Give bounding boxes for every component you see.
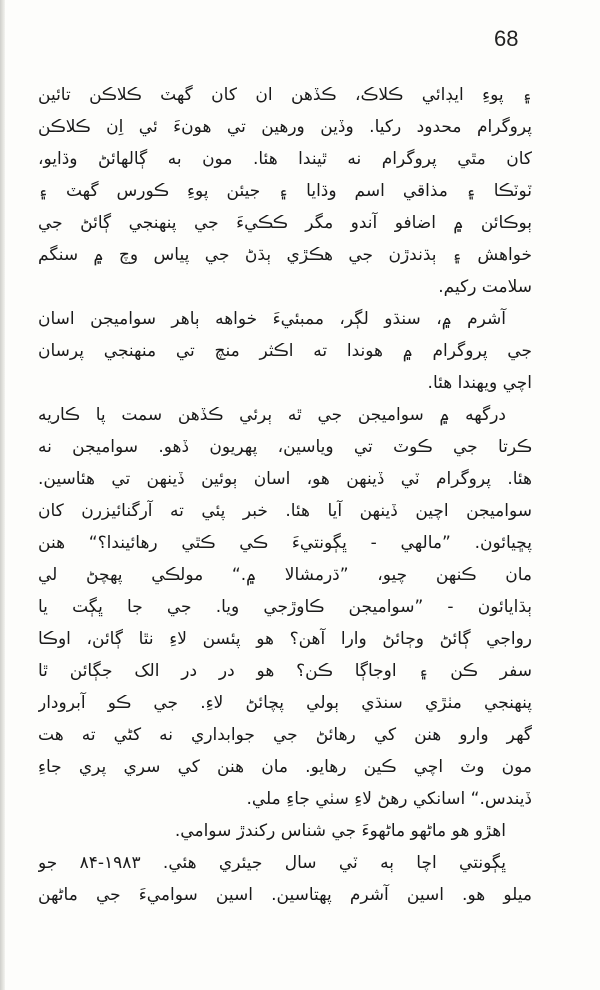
paragraph-start-line: درگهه ۾ سواميجن جي ٿه ٻرئي ڪڏهن سمت پا ڪاريه	[38, 405, 506, 425]
text-line: سواميجن اچين ڏينهن آيا هئا. خبر پئي ته آرگنائيزرن کان	[38, 501, 532, 521]
text-line: پروگرام محدود رکيا. وڏين ورهين تي هونءَ ئي اِن ڪلاڪن	[38, 117, 532, 137]
text-line: پڇيائون. ”مالهي - ڀڳونتيءَ ڪي ڪٿي رهائيندا؟“ هنن	[38, 533, 532, 553]
text-line: رواجي ڳائڻ وڄائڻ وارا آهن؟ هو پئسن لاءِ نٿا ڳائن، اوڪا	[38, 629, 532, 649]
text-line: ٽوٽڪا ۽ مذاقي اسم وڌايا ۽ جيئن پوءِ ڪورس گهٽ ۽	[38, 181, 532, 201]
text-line: ٻوڪائن ۾ اضافو آندو مگر ڪڪيءَ جي پنهنجي ڳائڻ جي	[38, 213, 532, 233]
text-line: هئا. پروگرام ٽي ڏينهن هو، اسان ٻوئين ڏينهن تي هئاسين.	[38, 469, 532, 489]
text-line: جي پروگرام ۾ هوندا ته اڪثر منچ تي منهنجي پرسان	[38, 341, 532, 361]
paragraph-start-line: آشرم ۾، سنڌو لڳر، ممبئيءَ خواهه ٻاهر سواميجن اسان	[38, 309, 506, 329]
page-body-text	[38, 79, 532, 911]
text-line: سفر ڪن ۽ اوجاڳا ڪن؟ هو در در الک جڳائن ٿا	[38, 661, 532, 681]
text-line: ڪرتا جي ڪوٽ تي وياسين، پهريون ڏهو. سواميجن نه	[38, 437, 532, 457]
text-line: ميلو هو. اسين آشرم پهتاسين. اسين سواميءَ جي ماڻهن	[38, 885, 532, 905]
text-line: خواهش ۽ ٻڌندڙن جي هڪڙي ٻڌڻ جي پياس وچ ۾ سنگم	[38, 245, 532, 265]
text-line: کان مٿي پروگرام نه ٿيندا هئا. مون به ڳالهائڻ وڌايو،	[38, 149, 532, 169]
text-line: مون وٽ اچي ڪين رهايو. مان هنن کي سري پري جاءِ	[38, 757, 532, 777]
page-number: 68	[494, 26, 519, 51]
text-line: سلامت رکيم.	[438, 277, 532, 297]
page-edge-shadow	[0, 0, 5, 990]
text-line: گهر وارو هنن کي رهائڻ جي جوابداري نه کڻي ته هت	[38, 725, 532, 745]
text-line: پنهنجي مٺڙي سنڌي ٻولي پچائڻ لاءِ. جي ڪو آبرودار	[38, 693, 532, 713]
paragraph-start-line: اهڙو هو ماڻهو ماڻهوءَ جي شناس رکندڙ سوامي.	[174, 821, 506, 841]
text-line: اچي ويهندا هئا.	[427, 373, 532, 393]
text-line: مان ڪنهن چيو، ”ڌرمشالا ۾.“ مولڪي پهچڻ لي	[38, 565, 532, 585]
paragraph-start-line: ڀڳونتي اچا ٻه ٽي سال جيئري هئي. ۱۹۸۳-۸۴ جو	[38, 853, 506, 873]
text-line: ۽ پوءِ ايڊائي ڪلاڪ، ڪڏهن ان کان گهٽ ڪلاڪن تائين	[38, 85, 532, 105]
text-line: ٻڌايائون - ”سواميجن ڪاوڙجي ويا. جي جا ڀڳت يا	[38, 597, 532, 617]
text-line: ڏيندس.“ اسانکي رهڻ لاءِ سٺي جاءِ ملي.	[246, 789, 532, 809]
